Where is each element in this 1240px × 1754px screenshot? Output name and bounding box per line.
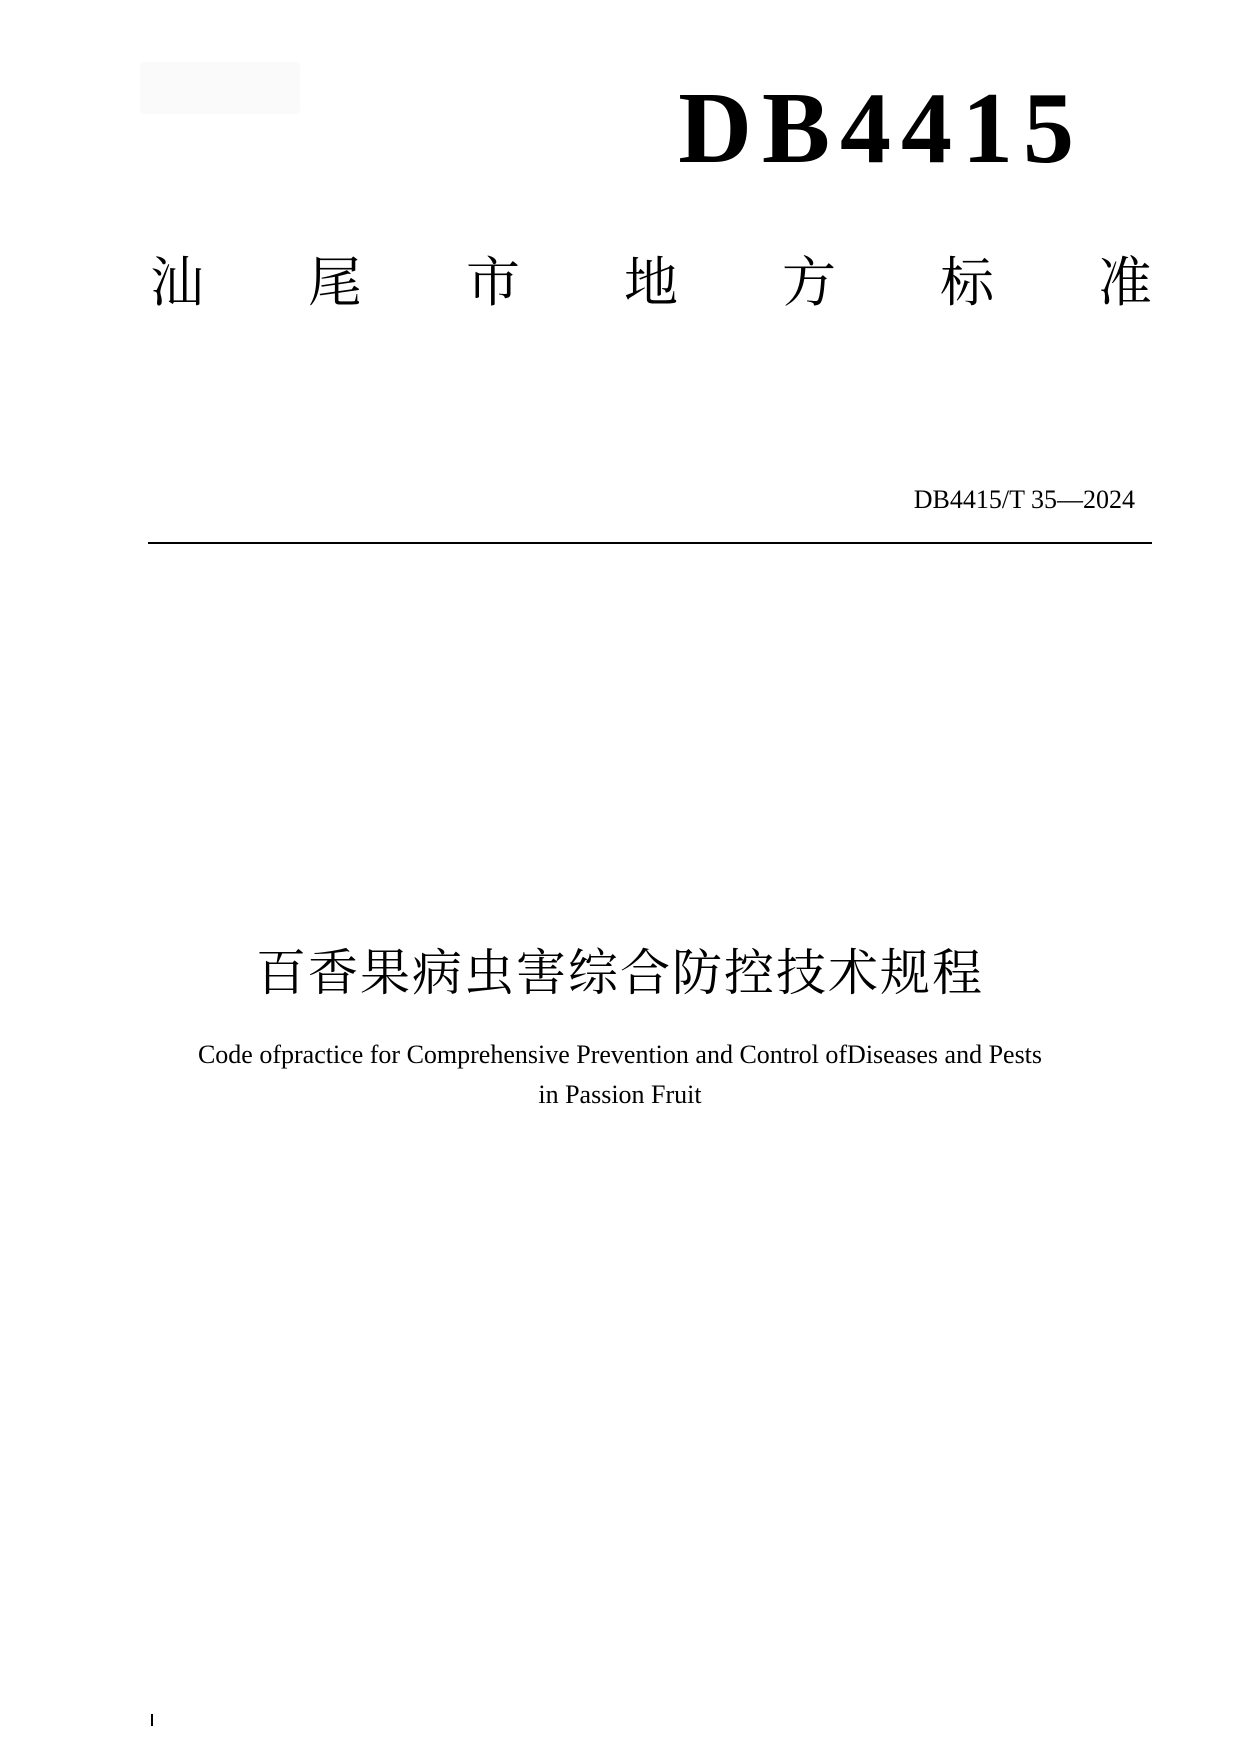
standard-type-char: 标: [940, 251, 994, 314]
title-chinese: 百香果病虫害综合防控技术规程: [256, 944, 984, 1002]
standard-number: DB4415/T 35—2024: [913, 485, 1135, 514]
standard-code: DB4415: [678, 72, 1084, 185]
scan-smudge: [140, 62, 300, 114]
header-divider: [148, 542, 1152, 544]
standard-type-char: 地: [624, 251, 678, 314]
standard-type-char: 市: [466, 251, 520, 314]
standard-type-char: 准: [1098, 251, 1152, 314]
page-number-mark: [151, 1714, 153, 1726]
title-english: [0, 1035, 1240, 1115]
standard-type-char: 尾: [308, 251, 362, 314]
title-english-line: in Passion Fruit: [538, 1080, 702, 1109]
title-english-line: Code ofpractice for Comprehensive Prevention and Control ofDiseases and Pests: [197, 1040, 1043, 1069]
standard-type-char: 方: [782, 251, 836, 314]
standard-type-char: 汕: [150, 251, 204, 314]
standard-type: [150, 251, 1152, 314]
